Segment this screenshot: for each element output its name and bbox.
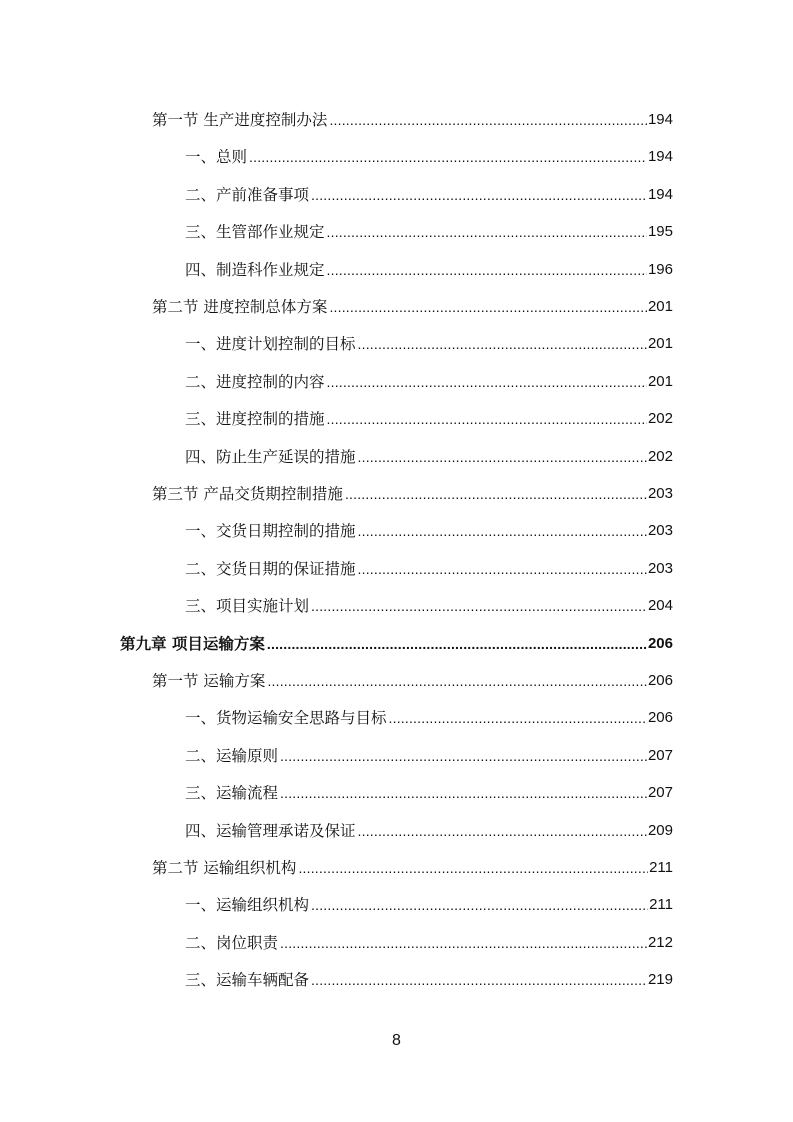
toc-entry-title: 二、产前准备事项 [185,185,310,204]
toc-entry[interactable] [152,295,673,319]
toc-entry-title: 第一节 运输方案 [152,672,266,690]
toc-entry[interactable] [185,332,673,356]
dot-leader [358,819,647,843]
dot-leader [358,557,647,581]
toc-entry-page: 194 [647,111,673,128]
dot-leader [311,968,647,992]
toc-entry-page: 206 [647,709,673,727]
toc-entry[interactable] [185,183,673,207]
page-number: 8 [392,1032,401,1049]
toc-entry[interactable] [185,519,673,543]
toc-entry-page: 201 [647,298,673,315]
toc-entry-title: 第三节 产品交货期控制措施 [152,485,343,503]
dot-leader [267,632,647,656]
dot-leader [358,519,647,543]
toc-entry-page: 212 [647,933,673,951]
toc-entry[interactable] [185,370,673,394]
toc-entry[interactable] [185,557,673,581]
toc-entry-page: 207 [647,746,673,764]
dot-leader [327,220,647,244]
toc-entry-page: 202 [647,410,673,428]
toc-entry-title: 三、进度控制的措施 [185,410,325,429]
toc-entry-page: 203 [647,522,673,540]
toc-entry[interactable] [185,407,673,431]
toc-entry-page: 204 [647,597,673,615]
toc-entry-page: 194 [647,185,673,203]
toc-entry[interactable] [185,819,673,843]
toc-entry-page: 211 [649,896,673,914]
toc-entry[interactable] [185,781,673,805]
dot-leader [358,445,647,469]
toc-entry-title: 第一节 生产进度控制办法 [152,111,328,129]
dot-leader [311,594,647,618]
toc-entry[interactable] [185,968,673,992]
toc-entry-page: 203 [647,559,673,577]
toc-entry[interactable] [185,220,673,244]
toc-entry-page: 194 [647,148,673,166]
toc-entry-page: 202 [647,447,673,465]
toc-entry-page: 207 [647,784,673,802]
toc-entry-page: 209 [647,821,673,839]
dot-leader [298,856,648,880]
dot-leader [267,669,647,693]
toc-entry-page: 195 [647,223,673,241]
toc-entry-title: 三、运输车辆配备 [185,971,310,990]
dot-leader [280,931,647,955]
toc-entry-title: 一、总则 [185,148,248,167]
toc-entry[interactable] [152,669,673,693]
dot-leader [311,893,648,917]
dot-leader [311,183,647,207]
toc-entry-page: 201 [647,335,673,353]
toc-entry-title: 一、进度计划控制的目标 [185,335,356,354]
toc-entry-title: 三、项目实施计划 [185,597,310,616]
toc-entry-page: 211 [649,859,673,876]
toc-entry-page: 196 [647,260,673,278]
toc-entry[interactable] [185,706,673,730]
toc-entry-title: 一、运输组织机构 [185,896,310,915]
dot-leader [358,332,647,356]
toc-entry-title: 三、生管部作业规定 [185,223,325,242]
dot-leader [345,482,647,506]
toc-entry-page: 203 [647,485,673,502]
toc-entry-title: 二、交货日期的保证措施 [185,559,356,578]
dot-leader [327,370,647,394]
toc-entry-page: 201 [647,372,673,390]
toc-entry[interactable] [120,632,673,656]
dot-leader [329,295,647,319]
toc-entry[interactable] [152,856,673,880]
toc-entry[interactable] [185,145,673,169]
dot-leader [280,744,647,768]
toc-entry-title: 一、货物运输安全思路与目标 [185,709,387,728]
toc-entry-title: 二、运输原则 [185,746,279,765]
toc-entry-title: 二、岗位职责 [185,933,279,952]
toc-entry-title: 一、交货日期控制的措施 [185,522,356,541]
toc-entry-title: 第二节 运输组织机构 [152,859,297,877]
toc-entry-title: 第九章 项目运输方案 [120,634,265,653]
toc-entry-title: 四、防止生产延误的措施 [185,447,356,466]
toc-entry[interactable] [185,445,673,469]
toc-entry-title: 三、运输流程 [185,784,279,803]
dot-leader [329,108,647,132]
toc-entry[interactable] [152,108,673,132]
dot-leader [389,706,647,730]
dot-leader [327,407,647,431]
dot-leader [280,781,647,805]
toc-entry[interactable] [152,482,673,506]
toc-entry-page: 206 [647,672,673,689]
toc-entry-title: 四、运输管理承诺及保证 [185,821,356,840]
toc-entry[interactable] [185,744,673,768]
dot-leader [249,145,647,169]
toc-entry[interactable] [185,594,673,618]
dot-leader [327,258,647,282]
toc-entry[interactable] [185,258,673,282]
toc-entry[interactable] [185,931,673,955]
toc-entry-page: 219 [647,971,673,989]
toc-entry-title: 二、进度控制的内容 [185,372,325,391]
toc-entry-page: 206 [647,634,673,652]
toc-entry-title: 四、制造科作业规定 [185,260,325,279]
toc-entry[interactable] [185,893,673,917]
toc-entry-title: 第二节 进度控制总体方案 [152,298,328,316]
